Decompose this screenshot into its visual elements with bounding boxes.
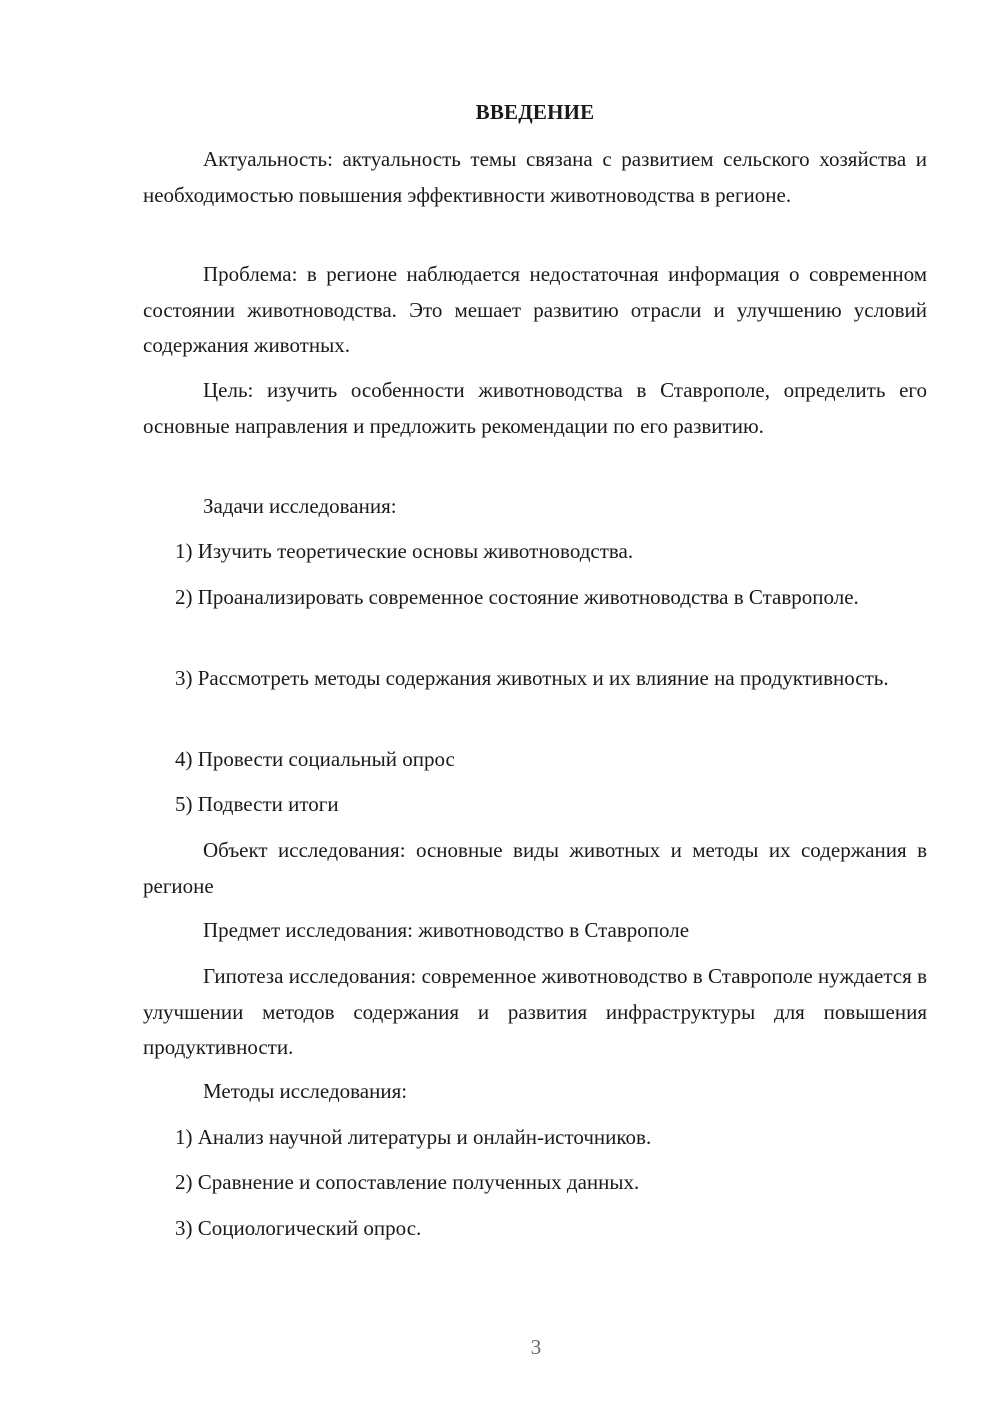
task-item-4: 4) Провести социальный опрос [175,747,455,771]
task-item-5: 5) Подвести итоги [175,792,339,816]
paragraph-object: Объект исследования: основные виды животных и методы их содержания в регионе [143,838,927,898]
paragraph-goal: Цель: изучить особенности животноводства в Ставрополе, определить его основные направления и предложить рекомендации по его развитию. [143,378,927,438]
paragraph-problem: Проблема: в регионе наблюдается недостаточная информация о современном состоянии животноводства. Это мешает развитию отрасли и улучшению условий содержания животных. [143,262,927,357]
task-item-2: 2) Проанализировать современное состояние животноводства в Ставрополе. [175,585,859,609]
task-item-1: 1) Изучить теоретические основы животноводства. [175,539,634,563]
task-item-3: 3) Рассмотреть методы содержания животных и их влияние на продуктивность. [175,666,889,690]
method-item-3: 3) Социологический опрос. [175,1216,422,1240]
paragraph-relevance: Актуальность: актуальность темы связана с развитием сельского хозяйства и необходимостью повышения эффективности животноводства в регионе. [143,147,927,207]
method-item-1: 1) Анализ научной литературы и онлайн-источников. [175,1125,652,1149]
method-item-2: 2) Сравнение и сопоставление полученных данных. [175,1170,640,1194]
paragraph-methods-heading: Методы исследования: [203,1079,408,1103]
paragraph-hypothesis: Гипотеза исследования: современное животноводство в Ставрополе нуждается в улучшении методов содержания и развития инфраструктуры для повышения продуктивности. [143,964,927,1059]
section-title: ВВЕДЕНИЕ [475,100,595,124]
paragraph-tasks-heading: Задачи исследования: [203,494,397,518]
paragraph-subject: Предмет исследования: животноводство в Ставрополе [203,918,690,942]
page-number: 3 [530,1335,542,1359]
